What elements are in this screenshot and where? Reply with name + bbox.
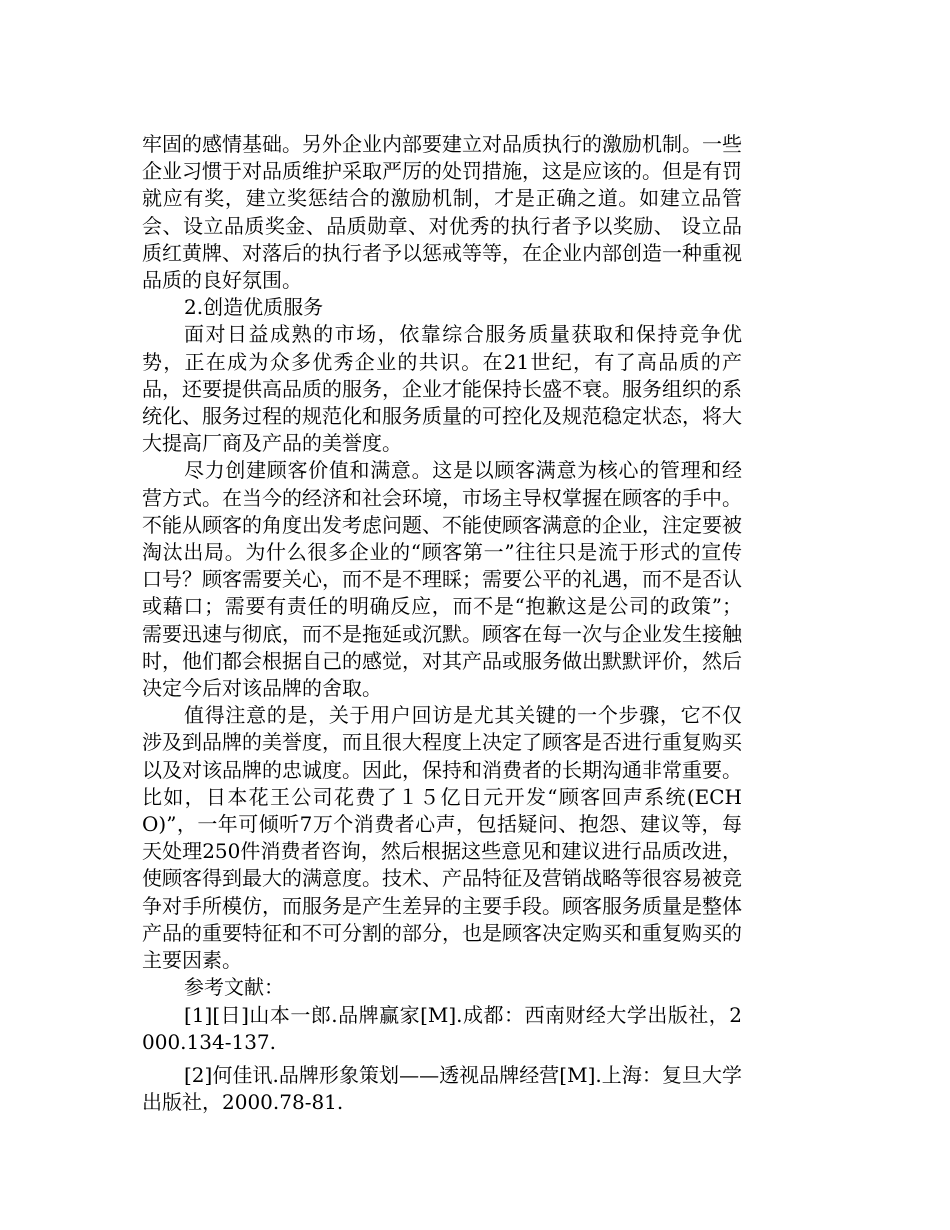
paragraph-service-quality: 面对日益成熟的市场，依靠综合服务质量获取和保持竞争优势，正在成为众多优秀企业的共识。在21世纪，有了高品质的产品，还要提供高品质的服务，企业才能保持长盛不衰。服务组织的系统化、服务过程的规范化和服务质量的可控化及规范稳定状态，将大大提高厂商及产品的美誉度。 xyxy=(142,322,742,456)
paragraph-quality-incentive: 牢固的感情基础。另外企业内部要建立对品质执行的激励机制。一些企业习惯于对品质维护采取严厉的处罚措施，这是应该的。但是有罚就应有奖，建立奖惩结合的激励机制，才是正确之道。如建立品管会、设立品质奖金、品质勋章、对优秀的执行者予以奖励、 设立品质红黄牌、对落后的执行者予以惩戒等等，在企业内部创造一种重视品质的良好氛围。 xyxy=(142,132,742,293)
section-heading-quality-service: 2.创造优质服务 xyxy=(184,295,324,320)
references-heading: 参考文献： xyxy=(184,975,284,1000)
document-page xyxy=(142,131,742,1122)
reference-item: [1][日]山本一郎.品牌赢家[M].成都：西南财经大学出版社，2000.134-137. xyxy=(142,1002,742,1054)
paragraph-customer-value: 尽力创建顾客价值和满意。这是以顾客满意为核心的管理和经营方式。在当今的经济和社会环境，市场主导权掌握在顾客的手中。不能从顾客的角度出发考虑问题、不能使顾客满意的企业，注定要被淘汰出局。为什么很多企业的“顾客第一”往往只是流于形式的宣传口号？顾客需要关心，而不是不理睬；需要公平的礼遇，而不是否认或藉口；需要有责任的明确反应，而不是“抱歉这是公司的政策”；需要迅速与彻底，而不是拖延或沉默。顾客在每一次与企业发生接触时，他们都会根据自己的感觉，对其产品或服务做出默默评价，然后决定今后对该品牌的舍取。 xyxy=(142,458,742,701)
reference-item: [2]何佳讯.品牌形象策划——透视品牌经营[M].上海：复旦大学出版社，2000.78-81. xyxy=(142,1062,742,1115)
paragraph-customer-followup: 值得注意的是，关于用户回访是尤其关键的一个步骤，它不仅涉及到品牌的美誉度，而且很大程度上决定了顾客是否进行重复购买以及对该品牌的忠诚度。因此，保持和消费者的长期沟通非常重要。比如，日本花王公司花费了１５亿日元开发“顾客回声系统(ECHO)”，一年可倾听7万个消费者心声，包括疑问、抱怨、建议等，每天处理250件消费者咨询，然后根据这些意见和建议进行品质改进，使顾客得到最大的满意度。技术、产品特征及营销战略等很容易被竞争对手所模仿，而服务是产生差异的主要手段。顾客服务质量是整体产品的重要特征和不可分割的部分，也是顾客决定购买和重复购买的主要因素。 xyxy=(142,703,742,973)
